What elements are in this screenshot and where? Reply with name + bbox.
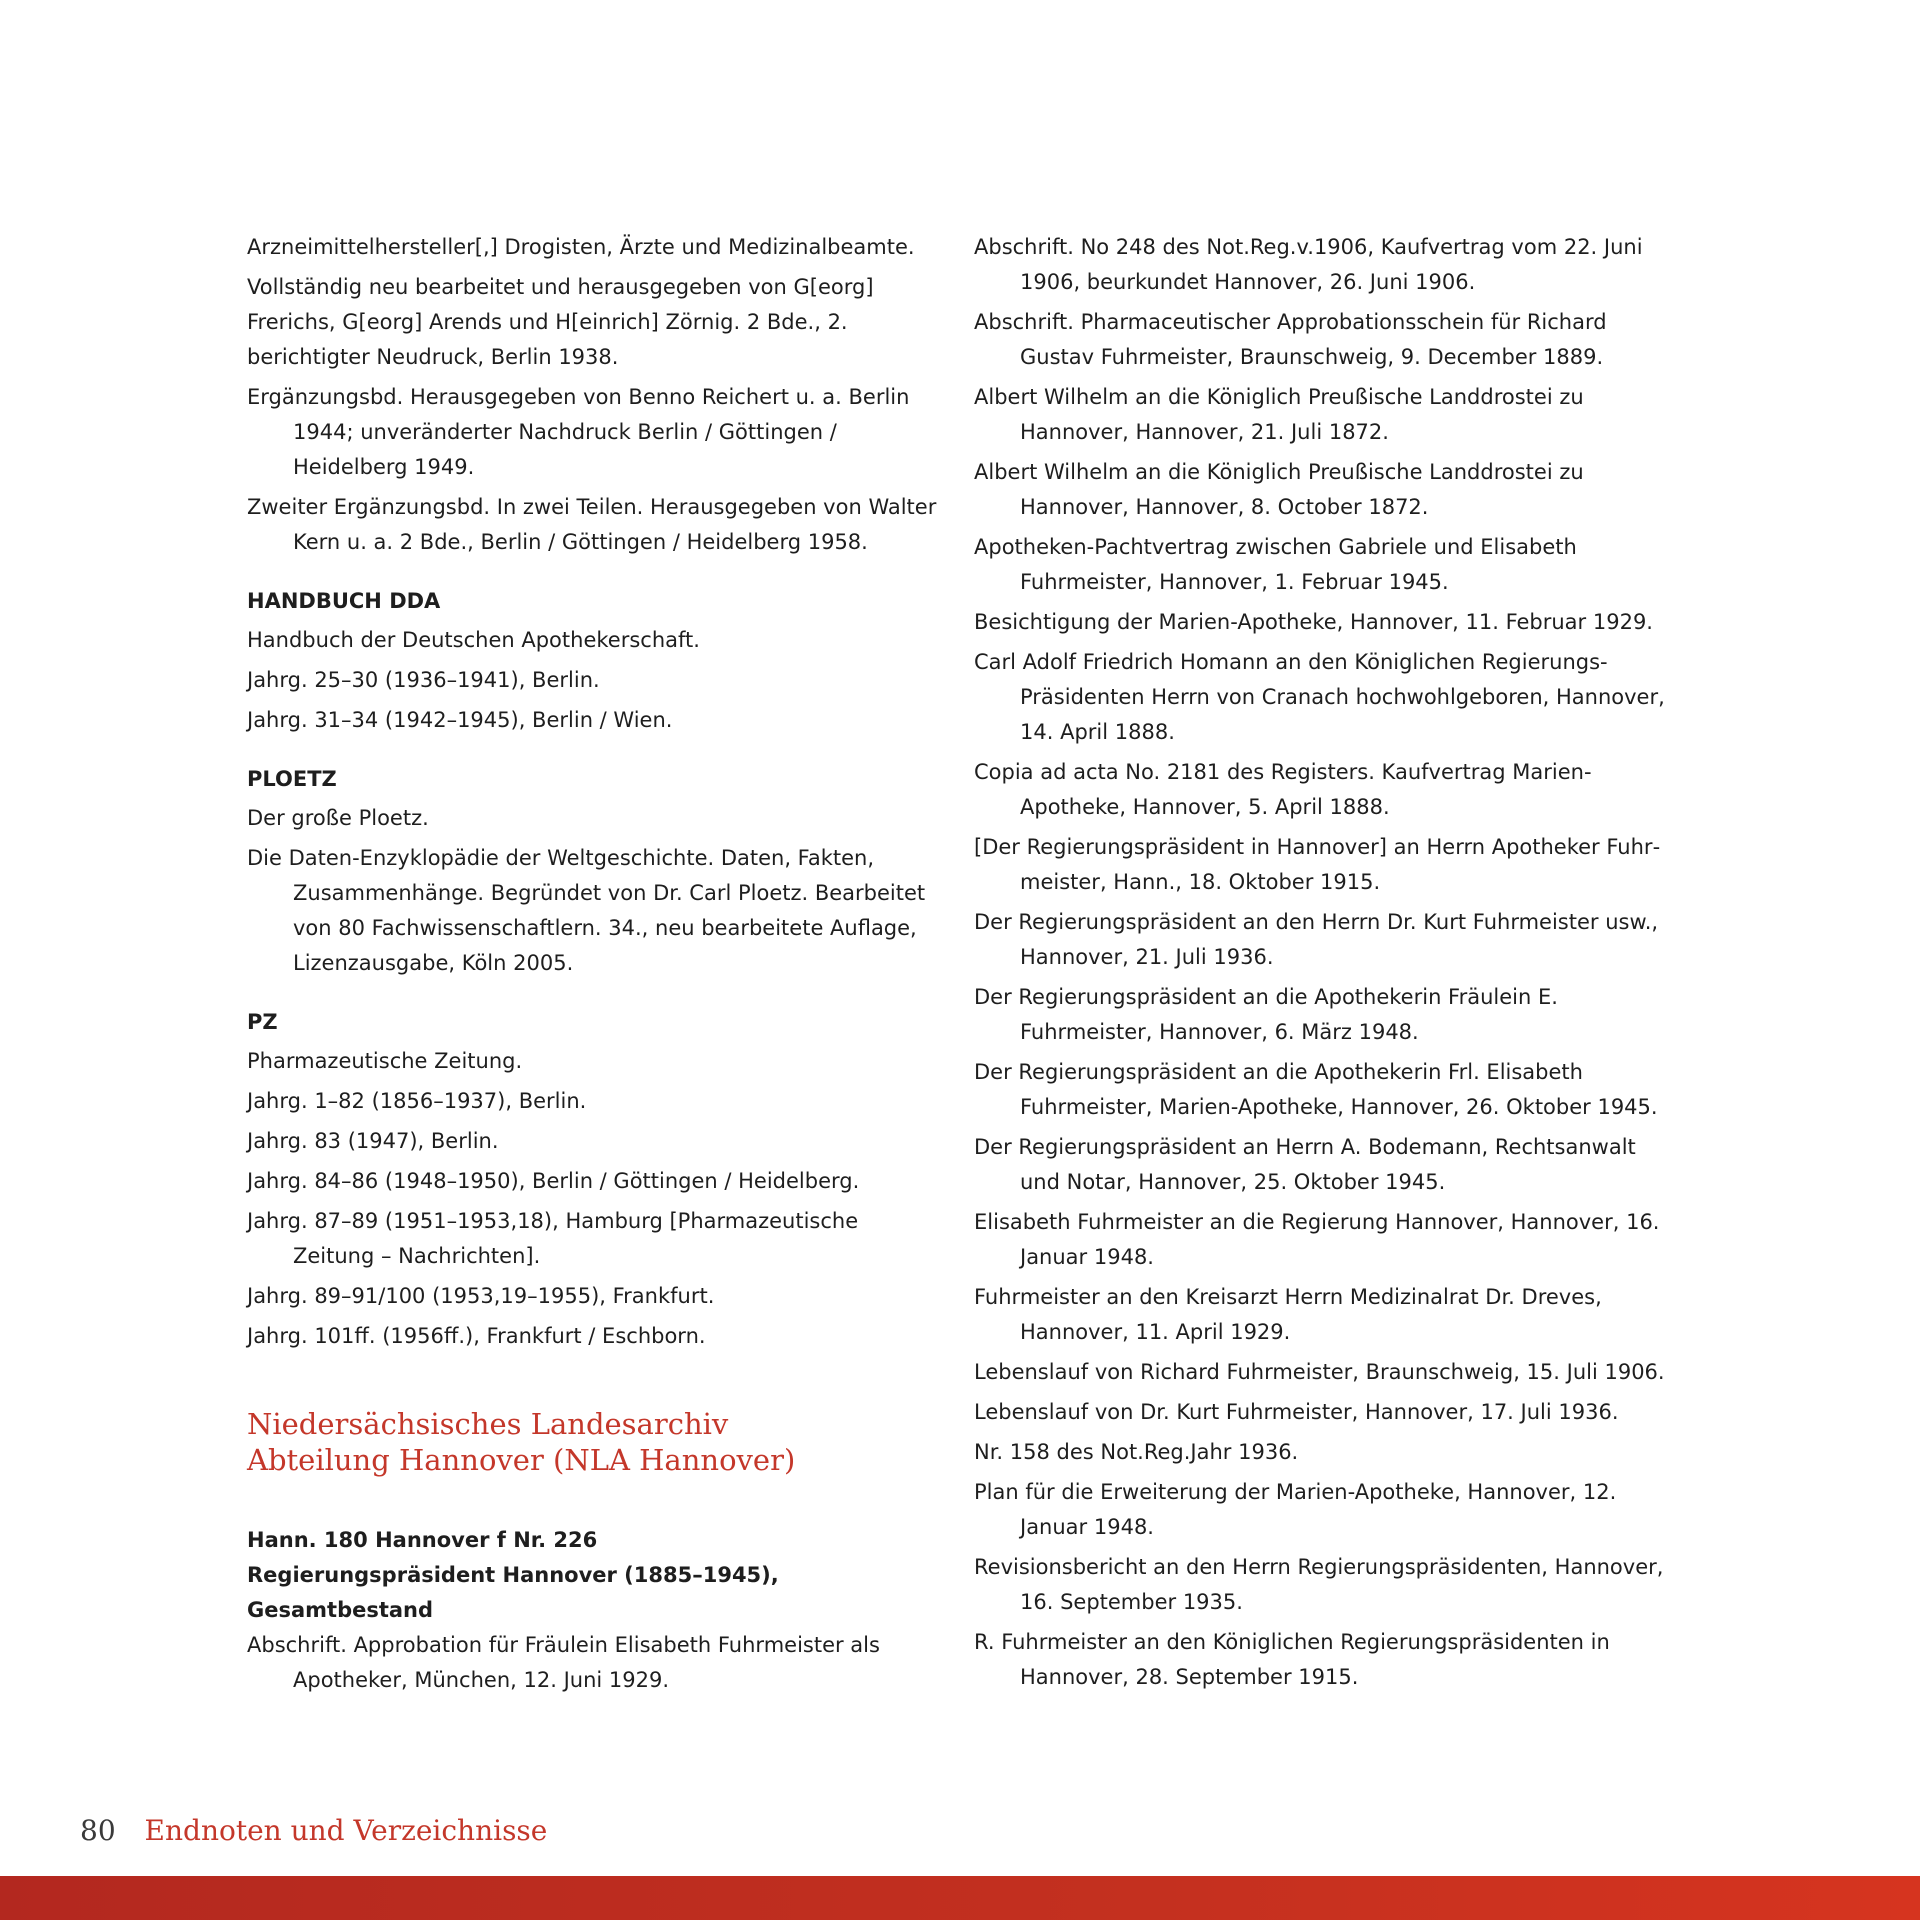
bibliography-line: Jahrg. 83 (1947), Berlin. <box>247 1129 499 1153</box>
abbreviation-ploetz: PLOETZ <box>247 767 337 791</box>
archive-entry: Copia ad acta No. 2181 des Registers. Kaufvertrag Marien-Apotheke, Hannover, 5. April 1888. <box>974 760 1592 819</box>
archive-entry: Der Regierungspräsident an den Herrn Dr. Kurt Fuhrmeister usw., Hannover, 21. Juli 1936. <box>974 910 1659 969</box>
section-title-line-2: Abteilung Hannover (NLA Hannover) <box>247 1443 796 1477</box>
bibliography-line: Jahrg. 31–34 (1942–1945), Berlin / Wien. <box>247 708 673 732</box>
bibliography-line: Handbuch der Deutschen Apothekerschaft. <box>247 628 700 652</box>
bibliography-line: Jahrg. 1–82 (1856–1937), Berlin. <box>247 1089 587 1113</box>
archive-entry: Albert Wilhelm an die Königlich Preußische Landdrostei zu Hannover, Hannover, 21. Juli 1872. <box>974 385 1584 444</box>
bibliography-line: Pharmazeutische Zeitung. <box>247 1049 523 1073</box>
bibliography-line: Arzneimittelhersteller[,] Drogisten, Ärzte und Medizinalbeamte. <box>247 235 915 259</box>
archive-entry: Apotheken-Pachtvertrag zwischen Gabriele und Elisabeth Fuhrmeister, Hannover, 1. Februar 1945. <box>974 535 1577 594</box>
bibliography-line: Vollständig neu bearbeitet und herausgegeben von G[eorg] Frerichs, G[eorg] Arends und H[einrich] Zörnig. 2 Bde., 2. berichtigter Neudruck, Berlin 1938. <box>247 275 874 369</box>
archive-entry: Carl Adolf Friedrich Homann an den Königlichen Regierungs-Präsidenten Herrn von Cranach hochwohlgeboren, Hannover, 14. April 1888. <box>974 650 1665 744</box>
bibliography-entry: Jahrg. 87–89 (1951–1953,18), Hamburg [Pharmazeutische Zeitung – Nachrichten]. <box>247 1209 859 1268</box>
archive-entry: Nr. 158 des Not.Reg.Jahr 1936. <box>974 1440 1299 1464</box>
archive-entry: Albert Wilhelm an die Königlich Preußische Landdrostei zu Hannover, Hannover, 8. October 1872. <box>974 460 1584 519</box>
bibliography-line: Jahrg. 101ff. (1956ff.), Frankfurt / Eschborn. <box>247 1324 706 1348</box>
bibliography-entry: Ergänzungsbd. Herausgegeben von Benno Reichert u. a. Berlin 1944; unveränderter Nachdruck Berlin / Göttingen / Heidelberg 1949. <box>247 385 910 479</box>
archive-entry: Der Regierungspräsident an die Apothekerin Fräulein E. Fuhrmeister, Hannover, 6. März 1948. <box>974 985 1558 1044</box>
bibliography-line: Jahrg. 89–91/100 (1953,19–1955), Frankfurt. <box>247 1284 715 1308</box>
archive-entry: Der Regierungspräsident an Herrn A. Bodemann, Rechtsanwalt und Notar, Hannover, 25. Oktober 1945. <box>974 1135 1636 1194</box>
archive-entry: Lebenslauf von Dr. Kurt Fuhrmeister, Hannover, 17. Juli 1936. <box>974 1400 1619 1424</box>
archive-entry: Revisionsbericht an den Herrn Regierungspräsidenten, Hannover, 16. September 1935. <box>974 1555 1664 1614</box>
left-column <box>247 230 937 1703</box>
archive-entry: Lebenslauf von Richard Fuhrmeister, Braunschweig, 15. Juli 1906. <box>974 1360 1665 1384</box>
archive-entry: Fuhrmeister an den Kreisarzt Herrn Medizinalrat Dr. Dreves, Hannover, 11. April 1929. <box>974 1285 1602 1344</box>
archive-entry: [Der Regierungspräsident in Hannover] an Herrn Apotheker Fuhrmeister, Hann., 18. Oktober 1915. <box>974 835 1661 894</box>
bottom-color-bar <box>0 1876 1920 1920</box>
archive-fond-signature: Hann. 180 Hannover f Nr. 226 <box>247 1528 598 1552</box>
bibliography-line: Jahrg. 84–86 (1948–1950), Berlin / Göttingen / Heidelberg. <box>247 1169 860 1193</box>
right-column <box>974 230 1679 1700</box>
page-number: 80 <box>80 1814 116 1847</box>
bibliography-line: Der große Ploetz. <box>247 806 429 830</box>
section-title-line-1: Niedersächsisches Landesarchiv <box>247 1407 729 1441</box>
archive-entry: Der Regierungspräsident an die Apothekerin Frl. Elisabeth Fuhrmeister, Marien-Apotheke, Hannover, 26. Oktober 1945. <box>974 1060 1658 1119</box>
archive-entry: Abschrift. No 248 des Not.Reg.v.1906, Kaufvertrag vom 22. Juni 1906, beurkundet Hannover, 26. Juni 1906. <box>974 235 1643 294</box>
bibliography-line: Jahrg. 25–30 (1936–1941), Berlin. <box>247 668 600 692</box>
abbreviation-pz: PZ <box>247 1010 278 1034</box>
archive-entry: Abschrift. Approbation für Fräulein Elisabeth Fuhrmeister als Apotheker, München, 12. Juni 1929. <box>247 1633 880 1692</box>
section-title <box>247 1406 937 1478</box>
archive-entry: Besichtigung der Marien-Apotheke, Hannover, 11. Februar 1929. <box>974 610 1653 634</box>
bibliography-entry: Die Daten-Enzyklopädie der Weltgeschichte. Daten, Fakten, Zusammenhänge. Begründet von Dr. Carl Ploetz. Bearbeitet von 80 Fachwissenschaftlern. 34., neu bearbeitete Auflage, Lizenzausgabe, Köln 2005. <box>247 846 926 975</box>
archive-entry: Abschrift. Pharmaceutischer Approbationsschein für Richard Gustav Fuhrmeister, Braunschweig, 9. December 1889. <box>974 310 1607 369</box>
page-footer <box>80 1813 547 1849</box>
archive-entry: Elisabeth Fuhrmeister an die Regierung Hannover, Hannover, 16. Januar 1948. <box>974 1210 1660 1269</box>
running-head: Endnoten und Verzeichnisse <box>144 1814 548 1847</box>
archive-fond-title: Regierungspräsident Hannover (1885–1945), Gesamtbestand <box>247 1563 779 1622</box>
abbreviation-handbuch-dda: HANDBUCH DDA <box>247 589 441 613</box>
archive-entry: R. Fuhrmeister an den Königlichen Regierungspräsidenten in Hannover, 28. September 1915. <box>974 1630 1610 1689</box>
archive-entry: Plan für die Erweiterung der Marien-Apotheke, Hannover, 12. Januar 1948. <box>974 1480 1617 1539</box>
bibliography-entry: Zweiter Ergänzungsbd. In zwei Teilen. Herausgegeben von Walter Kern u. a. 2 Bde., Berlin / Göttingen / Heidelberg 1958. <box>247 495 937 554</box>
